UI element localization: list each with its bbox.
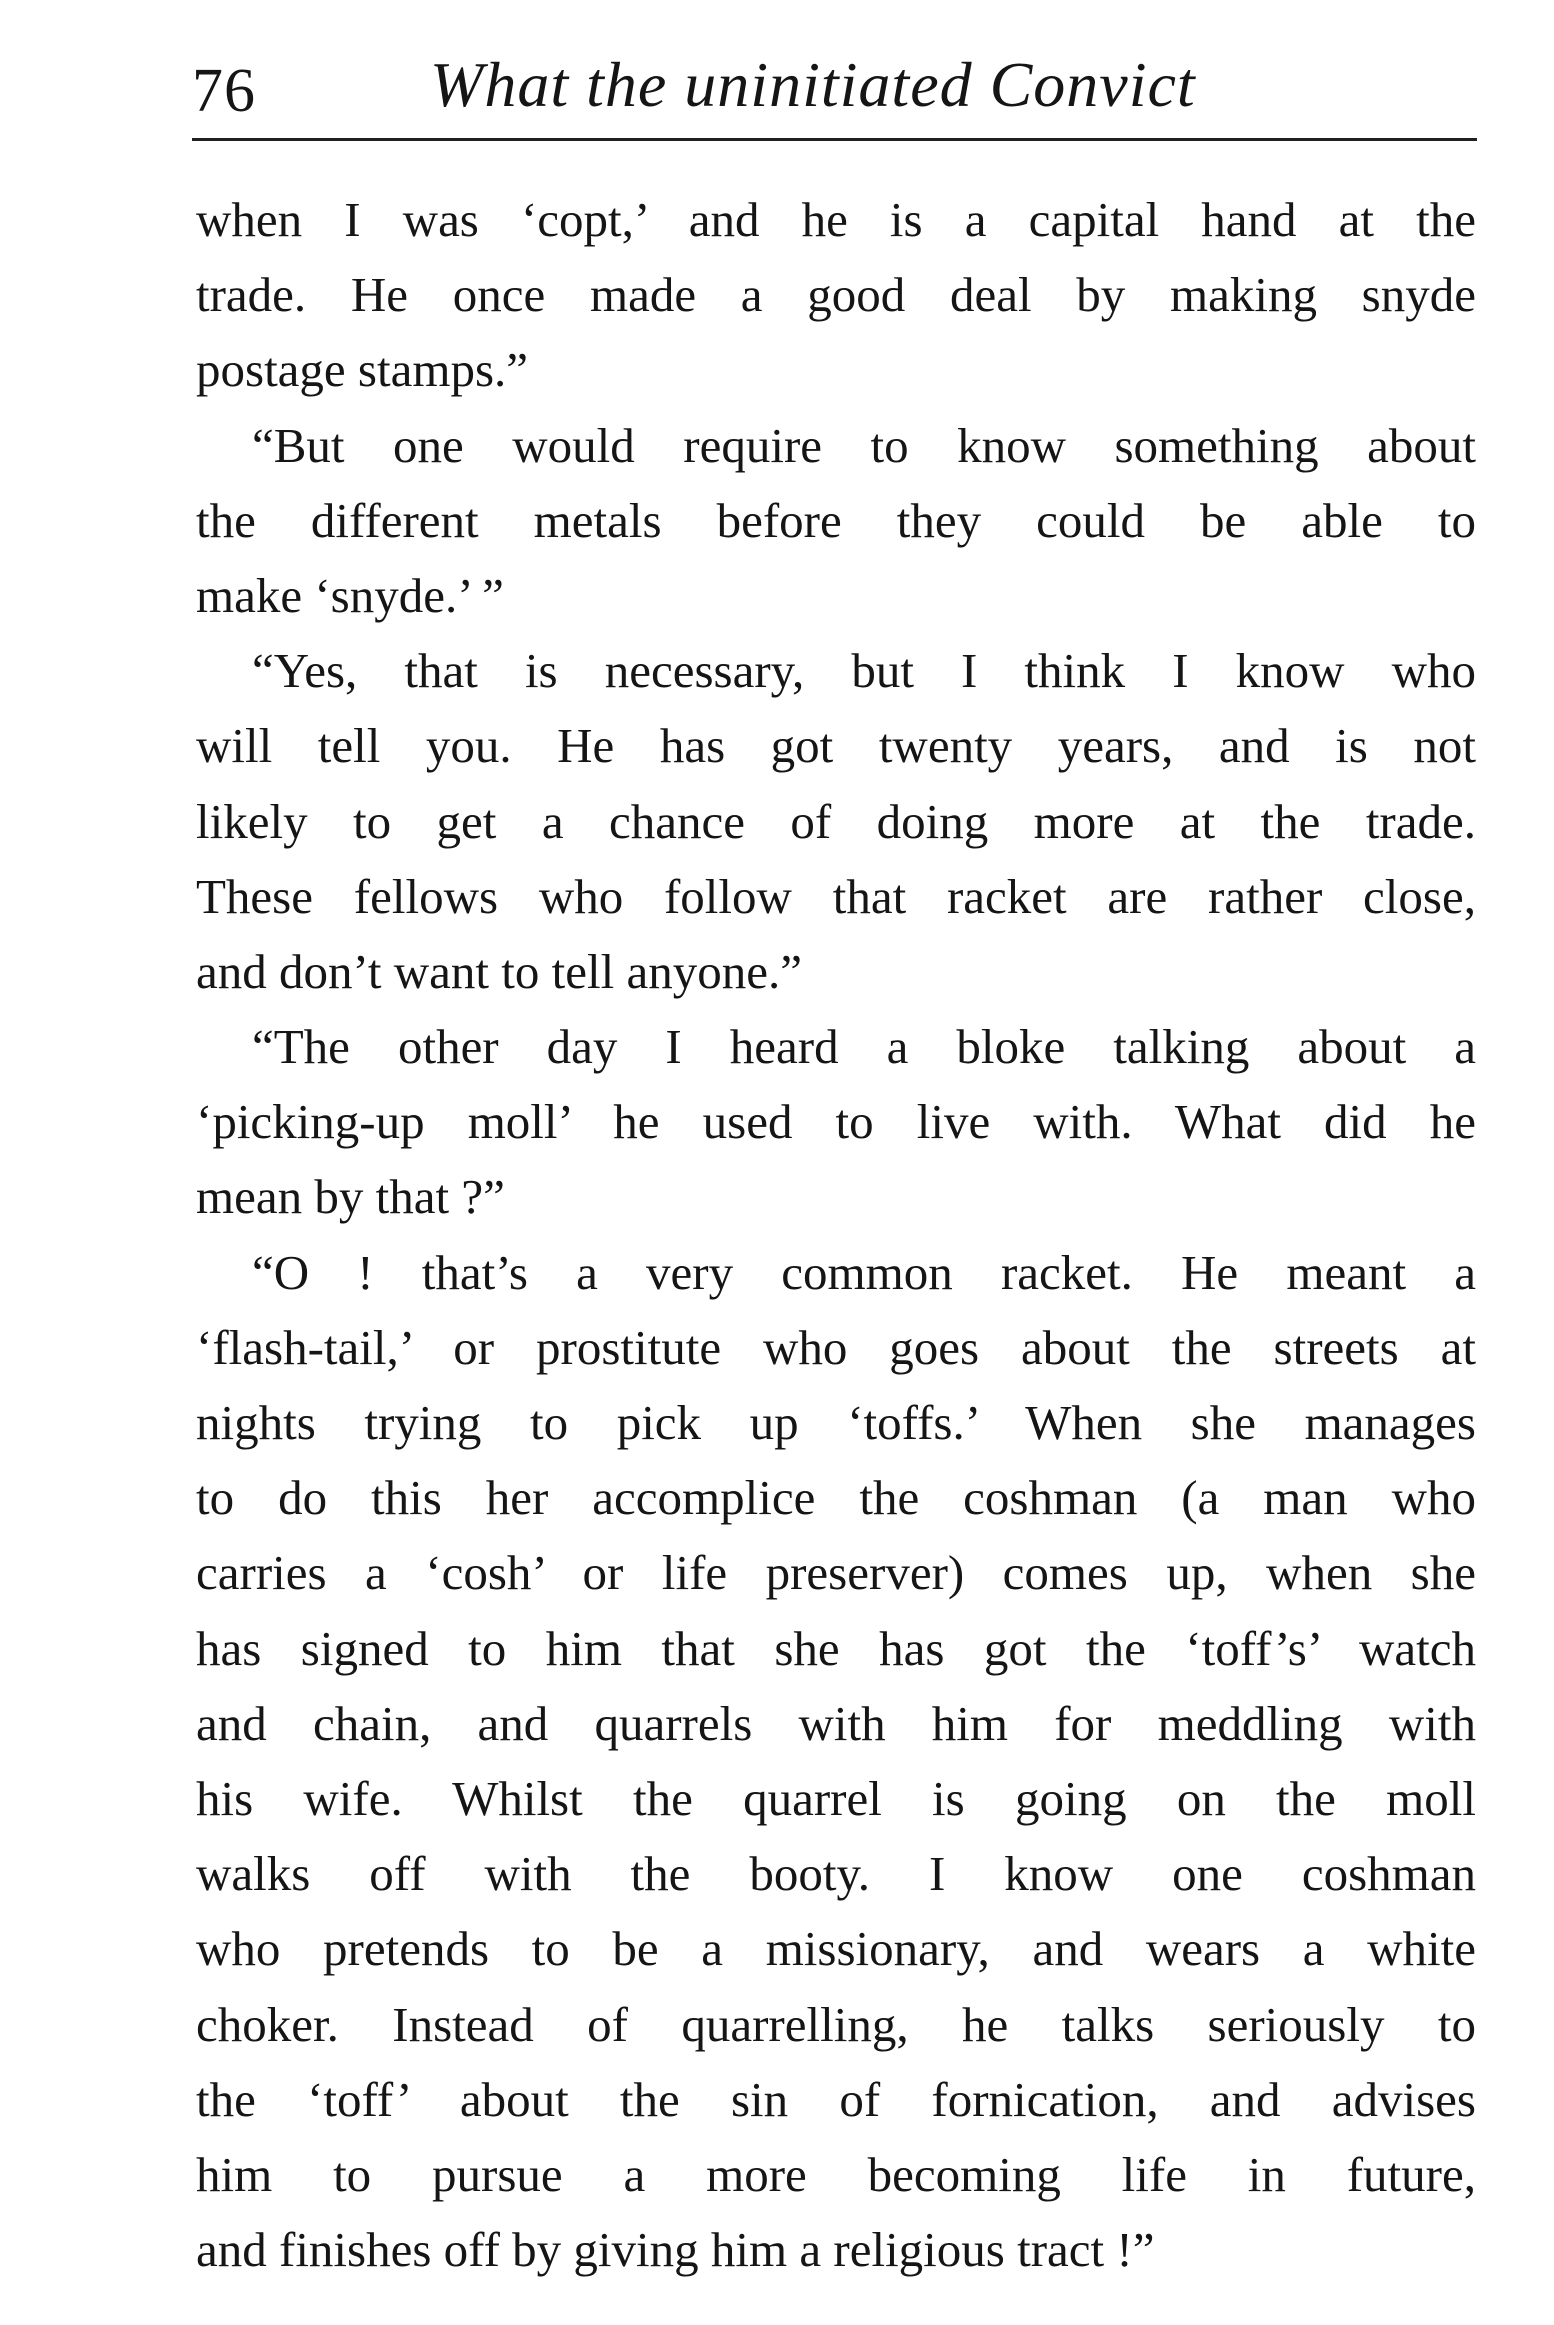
- text-line: and don’t want to tell anyone.”: [196, 943, 802, 999]
- text-line: has signed to him that she has got the ‘toff’s’ watch: [196, 1620, 1476, 1676]
- text-line: nights trying to pick up ‘toffs.’ When she manages: [196, 1395, 1476, 1450]
- paragraph-start-line: “Yes, that is necessary, but I think I know who: [252, 643, 1476, 699]
- text-line: and chain, and quarrels with him for meddling with: [196, 1695, 1476, 1751]
- text-line: choker. Instead of quarrelling, he talks seriously to: [196, 1996, 1476, 2052]
- header-rule: [192, 138, 1477, 141]
- running-title: What the uninitiated Convict: [430, 49, 1196, 120]
- text-line: him to pursue a more becoming life in future,: [196, 2146, 1476, 2202]
- text-line: carries a ‘cosh’ or life preserver) comes up, when she: [196, 1545, 1476, 1601]
- text-line: will tell you. He has got twenty years, and is not: [196, 718, 1476, 774]
- paragraph-start-line: “But one would require to know something about: [252, 417, 1476, 473]
- paragraph-start-line: “O ! that’s a very common racket. He meant a: [252, 1244, 1476, 1300]
- text-line: ‘flash-tail,’ or prostitute who goes about the streets at: [196, 1319, 1476, 1375]
- text-line: walks off with the booty. I know one coshman: [196, 1846, 1476, 1902]
- text-line: who pretends to be a missionary, and wears a white: [196, 1921, 1476, 1977]
- body-text: [196, 182, 1476, 2287]
- text-line: postage stamps.”: [196, 342, 529, 398]
- text-line: mean by that ?”: [196, 1169, 505, 1225]
- text-line: ‘picking-up moll’ he used to live with. What did he: [196, 1094, 1476, 1150]
- page-header: [192, 40, 1477, 140]
- text-line: make ‘snyde.’ ”: [196, 567, 504, 623]
- text-line: to do this her accomplice the coshman (a man who: [196, 1470, 1476, 1526]
- text-line: the ‘toff’ about the sin of fornication, and advises: [196, 2071, 1476, 2127]
- text-line: likely to get a chance of doing more at the trade.: [196, 793, 1476, 849]
- paragraph-start-line: “The other day I heard a bloke talking about a: [252, 1019, 1476, 1075]
- page-number: 76: [192, 57, 256, 125]
- text-line: These fellows who follow that racket are rather close,: [196, 868, 1476, 924]
- text-line: when I was ‘copt,’ and he is a capital hand at the: [196, 192, 1476, 247]
- text-line: the different metals before they could be able to: [196, 492, 1476, 548]
- text-line: and finishes off by giving him a religious tract !”: [196, 2222, 1155, 2278]
- text-line: trade. He once made a good deal by making snyde: [196, 267, 1476, 323]
- text-line: his wife. Whilst the quarrel is going on the moll: [196, 1770, 1476, 1826]
